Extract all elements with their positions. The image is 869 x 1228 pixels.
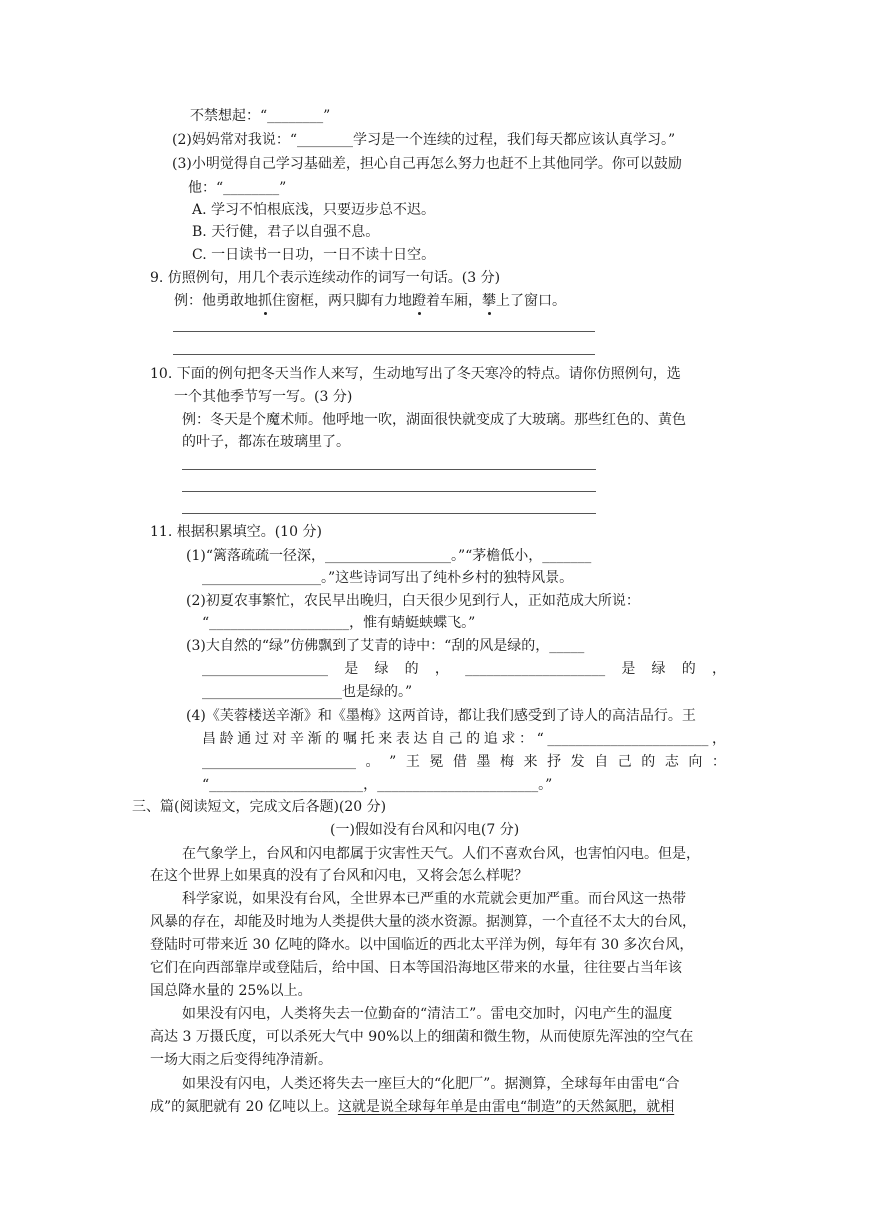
q11-s4-c-token: 来	[523, 754, 538, 770]
q11-s4-b-token: _______________________	[547, 731, 709, 747]
q11-s3-b-token: 是	[344, 661, 359, 677]
q11-s4-c-token: ”	[389, 754, 397, 770]
q11-s4-b	[202, 729, 726, 749]
q10-stem-b: 一个其他季节写一写。(3 分)	[174, 389, 353, 405]
passage-p4-a: 如果没有闪电，人类还将失去一座巨大的“化肥厂”。据测算，全球每年由雷电“合	[182, 1076, 680, 1092]
q11-s4-c-token: 向	[688, 754, 703, 770]
q11-s4-b-token: 表	[395, 731, 410, 747]
q10-answer-line-2[interactable]	[182, 491, 596, 492]
passage-underlined-sentence: 这就是说全球每年单是由雷电“制造”的天然氮肥，就相	[337, 1099, 675, 1115]
q11-s4-c-token: 梅	[500, 754, 514, 770]
q11-s4-c-token: 冕	[429, 754, 444, 770]
q11-s4-c-token: 。	[365, 754, 380, 770]
passage-p3-c: 一场大雨之后变得纯净清新。	[150, 1052, 332, 1068]
q10-stem-a: 10. 下面的例句把冬天当作人来写，生动地写出了冬天寒冷的特点。请你仿照例句，选	[150, 366, 681, 382]
q11-s4-c-token: ：	[711, 754, 726, 770]
q11-s4-b-token: 辛	[290, 731, 305, 747]
q9-answer-line-2[interactable]	[173, 354, 595, 355]
q11-s4-b-token: 求	[501, 731, 516, 747]
q9-answer-line-1[interactable]	[173, 331, 595, 332]
q9-example-mid2: 着车厢，	[426, 293, 482, 309]
q11-s3-b-token: 是	[621, 661, 636, 677]
q11-s4-b-token: 来	[378, 731, 393, 747]
q11-s4-b-token: 达	[413, 731, 428, 747]
q11-s3-b	[202, 659, 726, 679]
passage-p4-b-plain: 成”的氮肥就有 20 亿吨以上。	[150, 1099, 338, 1115]
q11-s4-b-token: ，	[711, 731, 726, 747]
q11-s4-c-token: 己	[617, 754, 632, 770]
q9-stem: 9. 仿照例句，用几个表示连续动作的词写一句话。(3 分)	[150, 270, 501, 286]
q9-example	[174, 291, 566, 311]
q11-s4-d: “______________________，_______________________。”	[202, 777, 553, 793]
passage-title: (一)假如没有台风和闪电(7 分)	[330, 822, 520, 838]
passage-p1-b: 在这个世界上如果真的没有了台风和闪电，又将会怎么样呢？	[150, 868, 528, 884]
q11-s3-c: ____________________也是绿的。”	[202, 684, 413, 700]
q10-answer-line-3[interactable]	[182, 513, 596, 514]
q11-s4-b-token: 昌	[202, 731, 216, 747]
q11-s4-a: (4)《芙蓉楼送辛渐》和《墨梅》这两首诗，都让我们感受到了诗人的高洁品行。王	[186, 708, 696, 724]
passage-p1-a: 在气象学上，台风和闪电都属于灾害性天气。人们不喜欢台风，也害怕闪电。但是，	[182, 846, 700, 862]
q11-s4-b-token: 的	[466, 731, 481, 747]
q11-s4-c	[202, 752, 726, 772]
q9-example-lead: 例：他勇敢地	[174, 293, 258, 309]
q8-option-c: C. 一日读书一日功，一日不读十日空。	[192, 247, 436, 263]
q11-s4-b-token: 嘱	[342, 731, 357, 747]
section3-header: 三、篇(阅读短文，完成文后各题)(20 分)	[132, 799, 387, 815]
q11-s4-b-token: 自	[430, 731, 445, 747]
q11-s3-b-token: ____________________	[465, 661, 606, 677]
q11-s2-a: (2)初夏农事繁忙，农民早出晚归，白天很少见到行人，正如范成大所说：	[186, 593, 640, 609]
q10-example-a: 例：冬天是个魔术师。他呼地一吹，湖面很快就变成了大玻璃。那些红色的、黄色	[182, 412, 686, 428]
q8-sub2: (2)妈妈常对我说：“________学习是一个连续的过程，我们每天都应该认真学习。”	[172, 132, 676, 148]
q11-s4-b-token: 渐	[307, 731, 322, 747]
q8-sub3-a: (3)小明觉得自己学习基础差，担心自己再怎么努力也赶不上其他同学。你可以鼓励	[172, 156, 682, 172]
passage-p4-b	[150, 1097, 674, 1117]
q9-dotted-word-3: 攀	[482, 293, 496, 309]
q11-s1-a: (1)“篱落疏疏一径深，__________________。”“茅檐低小，_______	[186, 548, 592, 564]
q11-s4-c-token: 的	[641, 754, 656, 770]
passage-p2-a: 科学家说，如果没有台风，全世界本已严重的水荒就会更加严重。而台风这一热带	[182, 891, 686, 907]
q11-s3-b-token: ，	[434, 661, 449, 677]
q11-s3-b-token: ，	[711, 661, 726, 677]
passage-p3-b: 高达 3 万摄氏度，可以杀死大气中 90%以上的细菌和微生物，从而使原先浑浊的空气在	[150, 1029, 694, 1045]
q11-s4-c-token: 发	[570, 754, 585, 770]
q8-sub3-b: 他：“________”	[188, 180, 287, 196]
q11-s4-c-token: 墨	[476, 754, 491, 770]
q8-option-b: B. 天行健，君子以自强不息。	[192, 224, 380, 240]
q11-s3-b-token: 的	[681, 661, 696, 677]
passage-p2-d: 它们在向西部靠岸或登陆后，给中国、日本等国沿海地区带来的水量，往往要占当年该	[150, 960, 682, 976]
q11-s4-b-token: 过	[254, 731, 269, 747]
q11-s3-b-token: 绿	[651, 661, 666, 677]
q11-s4-b-token: 龄	[219, 731, 234, 747]
q11-s3-b-token: 的	[404, 661, 419, 677]
passage-p2-e: 国总降水量的 25%以上。	[150, 983, 312, 999]
q11-s3-b-token: 绿	[374, 661, 389, 677]
q11-s4-b-token: 托	[360, 731, 375, 747]
passage-p2-c: 登陆时可带来近 30 亿吨的降水。以中国临近的西北太平洋为例，每年有 30 多次台风，	[150, 937, 694, 953]
q8-option-a: A. 学习不怕根底浅，只要迈步总不迟。	[192, 202, 436, 218]
q11-s4-c-token: 抒	[547, 754, 562, 770]
q11-s4-b-token: ：	[518, 731, 533, 747]
q11-s4-c-token: ______________________	[202, 754, 356, 770]
q9-example-tail: 上了窗口。	[496, 293, 566, 309]
q8-line1: 不禁想起：“________”	[190, 108, 331, 124]
q11-stem: 11. 根据积累填空。(10 分)	[150, 524, 322, 540]
q11-s4-b-token: 对	[272, 731, 287, 747]
q11-s4-c-token: 志	[664, 754, 679, 770]
q11-s2-b: “____________________，惟有蜻蜓蛱蝶飞。”	[202, 615, 476, 631]
q10-answer-line-1[interactable]	[182, 469, 596, 470]
q9-example-mid1: 住窗框，两只脚有力地	[272, 293, 412, 309]
q9-dotted-word-1: 抓	[258, 293, 272, 309]
q11-s4-c-token: 借	[452, 754, 467, 770]
q10-example-b: 的叶子，都冻在玻璃里了。	[182, 434, 350, 450]
q9-dotted-word-2: 蹬	[412, 293, 426, 309]
q11-s4-b-token: 己	[448, 731, 463, 747]
q11-s4-b-token: “	[536, 731, 544, 747]
passage-p2-b: 风暴的存在，却能及时地为人类提供大量的淡水资源。据测算，一个直径不太大的台风，	[150, 914, 696, 930]
q11-s4-c-token: 自	[594, 754, 609, 770]
q11-s4-b-token: 的	[325, 731, 340, 747]
q11-s4-b-token: 追	[483, 731, 498, 747]
q11-s4-c-token: 王	[405, 754, 420, 770]
q11-s3-a: (3)大自然的“绿”仿佛飘到了艾青的诗中：“刮的风是绿的，_____	[186, 638, 585, 654]
q11-s3-b-token: __________________	[202, 661, 328, 677]
q11-s1-b: _________________。”这些诗词写出了纯朴乡村的独特风景。	[202, 570, 574, 586]
passage-p3-a: 如果没有闪电，人类将失去一位勤奋的“清洁工”。雷电交加时，闪电产生的温度	[182, 1006, 673, 1022]
q11-s4-b-token: 通	[237, 731, 252, 747]
